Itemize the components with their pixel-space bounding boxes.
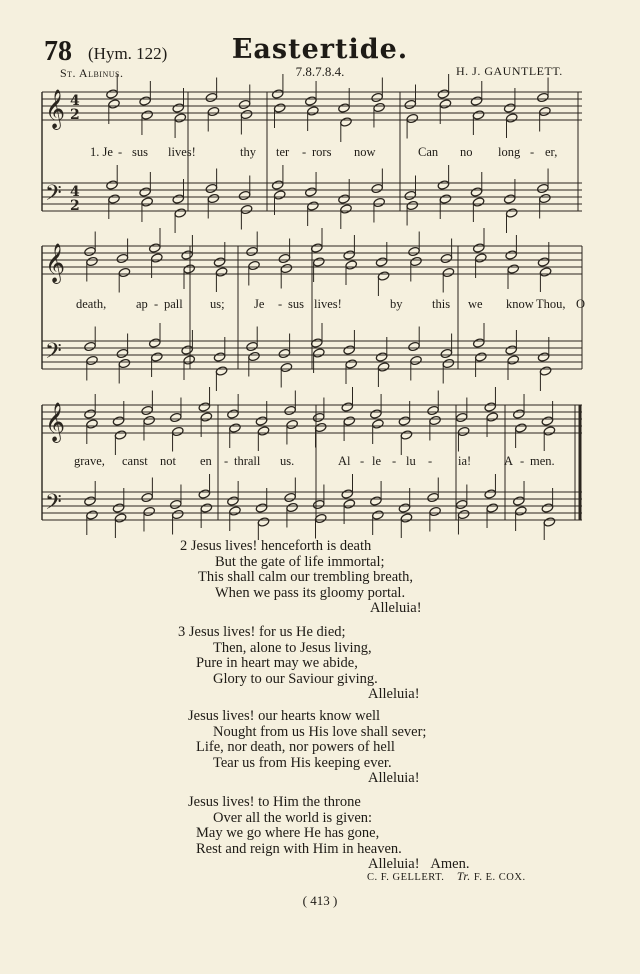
verse-line: But the gate of life immortal; [215,553,385,570]
note-head [541,416,554,426]
verse-line: Pure in heart may we abide, [196,655,358,672]
note-head [541,503,554,513]
lyric-syllable: O [576,297,586,311]
page-number: ( 413 ) [302,893,338,908]
note-head [312,412,325,422]
note-head [410,256,423,266]
verse-refrain: Alleluia! [368,686,420,703]
note-head [112,416,125,426]
note-head [183,355,196,365]
note-head [271,180,284,190]
lyric-syllable: - [118,145,123,159]
verse-line: Rest and reign with Him in heaven. [196,840,402,857]
note-head [406,113,419,123]
lyric-syllable: - [360,454,365,468]
verse-line: Jesus lives! to Him the throne [188,794,361,810]
note-head [273,190,286,200]
note-head [198,402,211,412]
bass-clef-icon: 𝄢 [45,490,62,520]
note-head [343,499,356,509]
note-head [248,260,261,270]
lyric-syllable: Al [338,454,351,468]
note-head [345,260,358,270]
note-head [84,496,97,506]
note-head [455,499,468,509]
note-head [505,208,518,218]
note-head [172,194,185,204]
verse-refrain: Alleluia! [368,770,420,787]
note-head [215,366,228,376]
verse-line: Then, alone to Jesus living, [213,639,372,656]
note-head [437,89,450,99]
note-head [539,106,552,116]
note-head [246,246,259,256]
hymn-title: Eastertide. [231,34,409,65]
note-head [86,419,99,429]
verse-number: 2 [180,538,188,554]
note-head [371,92,384,102]
note-head [429,415,442,425]
lyric-syllable: - [520,454,525,468]
verse-line: Over all the world is given: [213,809,373,826]
note-head [505,250,518,260]
note-head [171,426,184,436]
note-head [284,405,297,415]
treble-clef-icon: 𝄞 [45,402,66,442]
verse-4 [178,709,426,787]
note-head [84,341,97,351]
note-head [400,430,413,440]
verse-2 [180,539,422,617]
note-head [227,409,240,419]
treble-clef-icon: 𝄞 [45,243,66,283]
note-head [400,513,413,523]
note-head [172,103,185,113]
note-head [398,503,411,513]
note-head [398,416,411,426]
note-head [439,194,452,204]
note-head [513,409,526,419]
time-signature-bottom: 2 [70,107,80,123]
treble-clef-icon: 𝄞 [45,89,66,129]
lyric-syllable: lives! [314,297,342,311]
note-head [86,510,99,520]
note-head [507,355,520,365]
note-head [472,338,485,348]
lyric-syllable: - [428,454,433,468]
composer: H. J. GAUNTLETT. [456,64,563,78]
note-head [340,204,353,214]
note-head [148,243,161,253]
lyric-syllable: thy [240,145,256,159]
verse-line: Life, nor death, nor powers of hell [196,739,395,756]
verse-5 [178,795,469,873]
note-head [246,341,259,351]
note-head [539,193,552,203]
note-head [114,430,127,440]
meter: 7.8.7.8.4. [295,64,345,79]
note-head [338,194,351,204]
lyric-syllable: - [302,145,307,159]
note-head [305,96,318,106]
lyric-syllable: ap [136,297,148,311]
note-head [286,502,299,512]
note-head [118,267,131,277]
note-head [213,352,226,362]
note-head [181,345,194,355]
note-head [375,352,388,362]
lyric-syllable: en [200,454,212,468]
note-head [181,250,194,260]
note-head [271,89,284,99]
lyric-syllable: Can [418,145,439,159]
attribution [367,869,526,884]
lyric-syllable: A [504,454,514,468]
note-head [312,348,325,358]
lyric-syllable: - [392,454,397,468]
lyric-syllable: canst [122,454,148,468]
note-head [143,415,156,425]
verse-line: When we pass its gloomy portal. [215,584,406,601]
note-head [408,246,421,256]
note-head [427,492,440,502]
note-head [442,358,455,368]
lyric-syllable: lives! [168,145,196,159]
note-head [341,402,354,412]
verse-line: Tear us from His keeping ever. [213,754,392,771]
note-head [116,348,129,358]
note-head [139,187,152,197]
note-head [539,267,552,277]
note-head [174,208,187,218]
lyric-syllable: we [468,297,483,311]
note-head [116,253,129,263]
note-head [543,426,556,436]
note-head [370,409,383,419]
verse-line: Jesus lives! henceforth is death [190,538,372,554]
note-head [474,253,487,263]
time-signature-top: 4 [70,184,80,200]
lyric-syllable: Je [254,297,265,311]
note-head [205,183,218,193]
note-head [257,426,270,436]
lyric-syllable: now [354,145,376,159]
note-head [486,412,499,422]
note-head [373,102,386,112]
note-head [141,110,154,120]
lyric-syllable: 1. Je [90,145,113,159]
note-head [229,506,242,516]
lyric-syllable: not [160,454,176,468]
note-head [343,345,356,355]
note-head [255,503,268,513]
lyric-syllable: ia! [458,454,472,468]
note-head [312,499,325,509]
verse-line: This shall calm our trembling breath, [198,569,414,586]
note-head [343,416,356,426]
lyric-syllable: sus [132,145,148,159]
note-head [312,257,325,267]
lyric-syllable: men. [530,454,555,468]
note-head [373,197,386,207]
note-head [537,92,550,102]
note-head [207,106,220,116]
note-head [278,253,291,263]
bass-clef-icon: 𝄢 [45,339,62,369]
note-head [286,419,299,429]
note-head [343,250,356,260]
note-head [141,492,154,502]
lyric-syllable: lu [406,454,416,468]
note-head [474,352,487,362]
note-head [200,503,213,513]
lyric-syllable: us. [280,454,295,468]
note-head [371,183,384,193]
lyric-syllable: long [498,145,521,159]
note-head [429,506,442,516]
note-head [240,204,253,214]
note-head [503,103,516,113]
note-head [440,348,453,358]
note-head [112,503,125,513]
note-head [408,341,421,351]
tune-name: St. Albinus. [60,66,124,80]
note-head [537,257,550,267]
note-head [486,503,499,513]
note-head [229,423,242,433]
lyric-syllable: us; [210,297,225,311]
bass-clef-icon: 𝄢 [45,181,62,211]
note-head [515,506,528,516]
lyric-syllable: - [278,297,283,311]
note-head [537,352,550,362]
note-head [238,99,251,109]
note-head [455,412,468,422]
note-head [513,496,526,506]
verse-refrain: Alleluia! [370,600,422,617]
note-head [118,358,131,368]
note-head [340,117,353,127]
note-head [404,99,417,109]
note-head [377,362,390,372]
lyric-syllable: - [530,145,535,159]
note-head [507,264,520,274]
note-head [472,243,485,253]
note-head [537,183,550,193]
lyric-syllable: - [224,454,229,468]
lyric-syllable: this [432,297,451,311]
lyric-syllable: grave, [74,454,105,468]
lyric-syllable: - [154,297,159,311]
note-head [470,96,483,106]
translator-prefix: Tr. [456,869,471,883]
note-head [457,509,470,519]
note-head [207,193,220,203]
note-head [255,416,268,426]
lyric-syllable: no [460,145,473,159]
note-head [539,366,552,376]
note-head [106,89,119,99]
note-head [84,246,97,256]
lyric-syllable: ter [276,145,290,159]
note-head [472,197,485,207]
note-head [240,109,253,119]
note-head [248,351,261,361]
note-head [375,257,388,267]
note-head [307,106,320,116]
note-head [198,489,211,499]
note-head [377,271,390,281]
note-head [345,359,358,369]
note-head [505,345,518,355]
note-head [278,348,291,358]
note-head [439,99,452,109]
lyric-syllable: rors [312,145,332,159]
note-head [305,187,318,197]
note-head [505,113,518,123]
note-head [410,355,423,365]
note-head [515,423,528,433]
note-head [227,496,240,506]
note-head [257,517,270,527]
time-signature-top: 4 [70,93,80,109]
lyric-syllable: know [506,297,534,311]
note-head [200,412,213,422]
lyric-syllable: pall [164,297,183,311]
note-head [86,355,99,365]
note-head [284,492,297,502]
note-head [106,180,119,190]
author: C. F. GELLERT. [367,872,445,883]
amen: Amen. [430,856,470,873]
note-head [238,190,251,200]
note-head [108,194,121,204]
note-head [440,253,453,263]
translator: F. E. COX. [473,872,526,883]
lyric-syllable: sus [288,297,304,311]
note-head [484,489,497,499]
note-head [141,197,154,207]
note-head [280,263,293,273]
note-head [150,352,163,362]
verse-line: Jesus lives! for us He died; [188,624,346,640]
note-head [341,489,354,499]
note-head [86,256,99,266]
note-head [213,257,226,267]
note-head [143,506,156,516]
verse-line: Glory to our Saviour giving. [213,670,378,687]
note-head [372,510,385,520]
lyric-syllable: Thou, [536,297,566,311]
verse-3 [178,625,420,703]
verse-refrain: Alleluia! [368,856,420,873]
note-head [108,99,121,109]
lyric-syllable: death, [76,297,107,311]
note-head [503,194,516,204]
note-head [169,412,182,422]
note-head [484,402,497,412]
note-head [543,517,556,527]
note-head [470,187,483,197]
note-head [406,200,419,210]
note-head [84,409,97,419]
note-head [150,253,163,263]
note-head [169,499,182,509]
verse-line: Nought from us His love shall sever; [213,723,427,740]
hymnal-reference: (Hym. 122) [88,44,168,63]
note-head [114,513,127,523]
hymn-number: 78 [44,36,72,67]
lyric-syllable: le [372,454,382,468]
note-head [427,405,440,415]
note-head [273,103,286,113]
note-head [171,509,184,519]
note-head [139,96,152,106]
note-head [338,103,351,113]
note-head [457,426,470,436]
note-head [307,201,320,211]
note-head [404,190,417,200]
note-head [280,362,293,372]
verse-line: May we go where He has gone, [196,825,380,842]
note-head [141,405,154,415]
note-head [174,113,187,123]
note-head [183,264,196,274]
note-head [148,338,161,348]
lyric-syllable: by [390,297,403,311]
note-head [205,92,218,102]
time-signature-bottom: 2 [70,198,80,214]
note-head [215,267,228,277]
verse-line: Jesus lives! our hearts know well [188,708,381,724]
note-head [442,267,455,277]
note-head [472,110,485,120]
note-head [370,496,383,506]
lyric-syllable: er, [545,145,558,159]
note-head [372,419,385,429]
verse-number: 3 [178,624,186,640]
lyric-syllable: thrall [234,454,261,468]
note-head [437,180,450,190]
